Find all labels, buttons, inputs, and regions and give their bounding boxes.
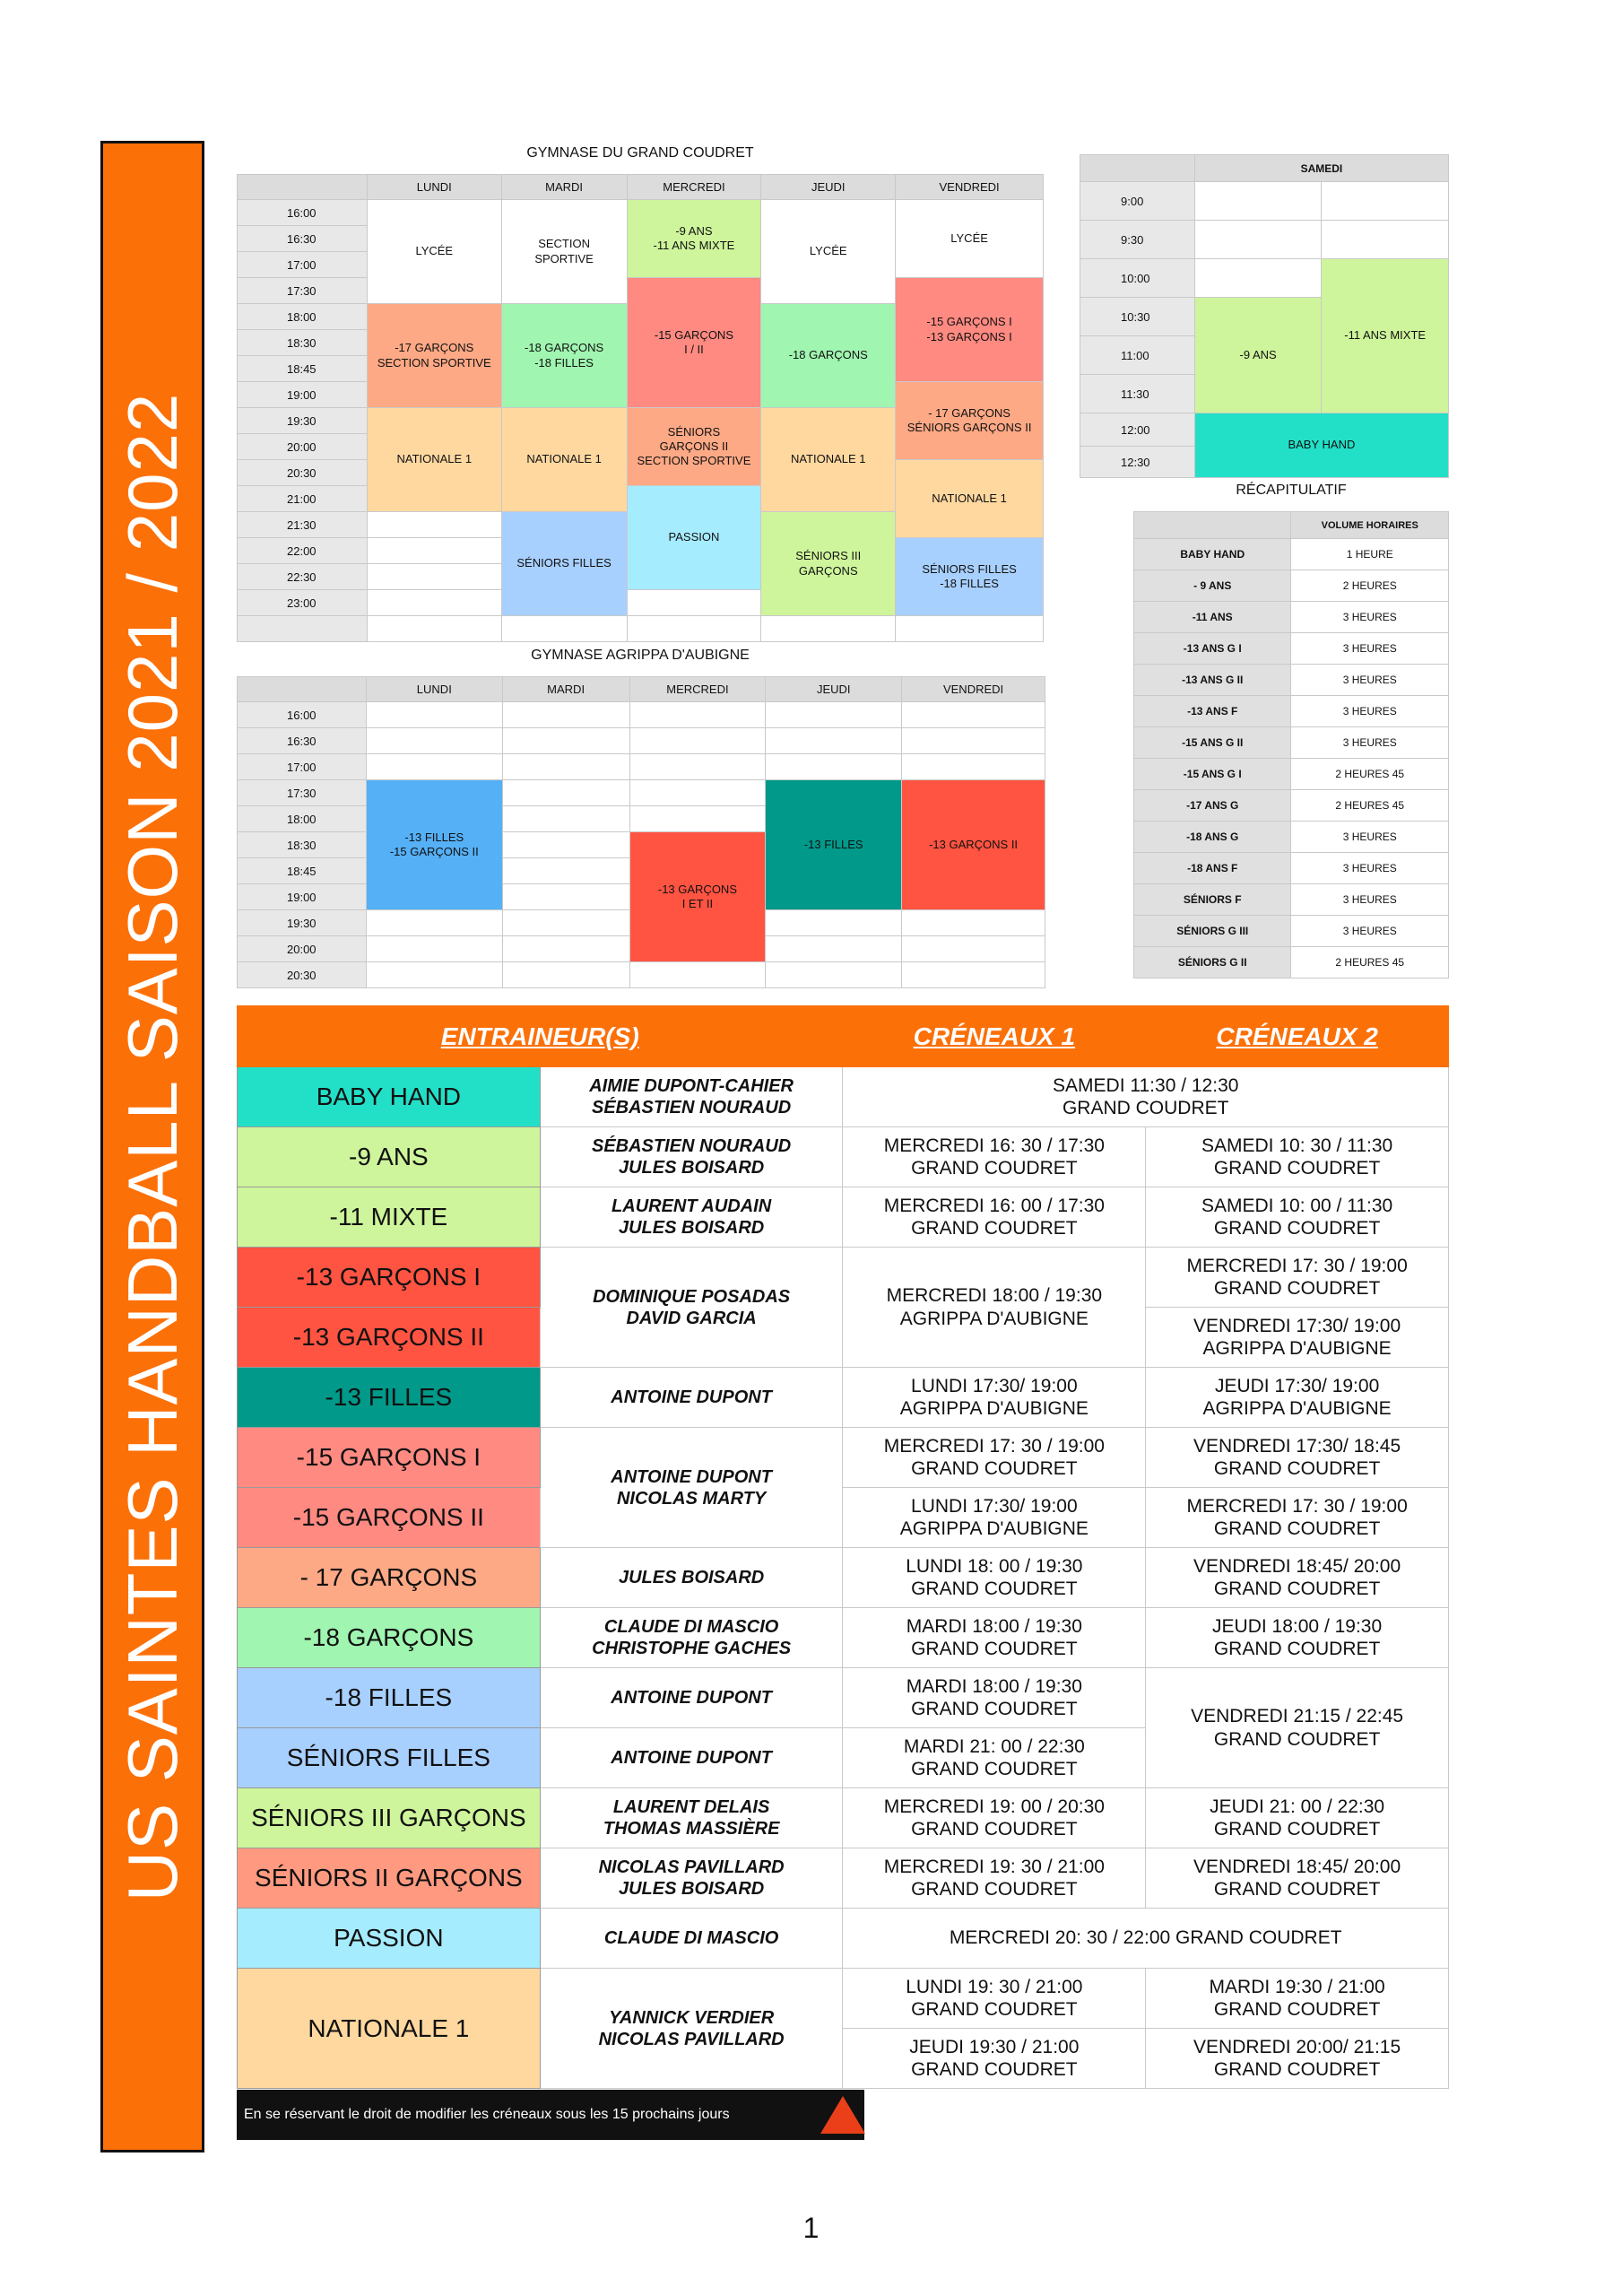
recap-row: [1134, 665, 1449, 696]
empty-slot: [902, 754, 1045, 780]
slot-cell: VENDREDI 21:15 / 22:45 GRAND COUDRET: [1146, 1668, 1449, 1788]
recap-category: -11 ANS: [1134, 602, 1291, 633]
slot-cell: LUNDI 17:30/ 19:00 AGRIPPA D'AUBIGNE: [843, 1488, 1146, 1548]
slot-ven-17: - 17 GARÇONS SÉNIORS GARÇONS II: [896, 382, 1044, 460]
category-cell: -13 GARÇONS II: [238, 1308, 541, 1368]
empty-slot: [629, 780, 766, 806]
recap-volume: 3 HEURES: [1291, 633, 1449, 665]
slot-cell: MERCREDI 17: 30 / 19:00 GRAND COUDRET: [1146, 1488, 1449, 1548]
category-cell: -11 MIXTE: [238, 1187, 541, 1248]
time-label: 19:30: [238, 910, 367, 936]
empty-slot: [761, 616, 896, 642]
slot-jeu-n1: NATIONALE 1: [761, 408, 896, 512]
empty-slot: [502, 858, 629, 884]
slot-cell: MERCREDI 16: 00 / 17:30 GRAND COUDRET: [843, 1187, 1146, 1248]
empty-slot: [502, 754, 629, 780]
gym2-schedule: [237, 676, 1045, 988]
empty-slot: [766, 936, 902, 962]
coach-cell: ANTOINE DUPONT: [540, 1728, 843, 1788]
recap-row: [1134, 884, 1449, 916]
day-header: MERCREDI: [629, 677, 766, 702]
empty-slot: [502, 884, 629, 910]
time-label: 21:30: [238, 512, 368, 538]
recap-volume: 3 HEURES: [1291, 822, 1449, 853]
empty-slot: [366, 962, 502, 988]
recap-volume: 3 HEURES: [1291, 665, 1449, 696]
empty-slot: [367, 616, 501, 642]
time-label: [238, 616, 368, 642]
slot-jeu-lycee: LYCÉE: [761, 200, 896, 304]
category-cell: SÉNIORS III GARÇONS: [238, 1788, 541, 1848]
empty-slot: [502, 806, 629, 832]
recap-row: [1134, 822, 1449, 853]
empty-slot: [502, 702, 629, 728]
samedi-header: SAMEDI: [1194, 155, 1448, 182]
time-label: 9:30: [1080, 221, 1195, 259]
coach-cell: LAURENT DELAIS THOMAS MASSIÈRE: [540, 1788, 843, 1848]
slot-jeu-18: -18 GARÇONS: [761, 304, 896, 408]
slot-mer-passion: PASSION: [627, 486, 761, 590]
time-label: 18:45: [238, 858, 367, 884]
recap-category: -13 ANS G I: [1134, 633, 1291, 665]
recap-row: [1134, 790, 1449, 822]
recap-row: [1134, 539, 1449, 570]
slot-mar-n1: NATIONALE 1: [501, 408, 627, 512]
slot-cell: MERCREDI 17: 30 / 19:00 GRAND COUDRET: [843, 1428, 1146, 1488]
recap-row: [1134, 759, 1449, 790]
category-cell: -13 GARÇONS I: [238, 1248, 541, 1308]
slot-samedi-9: -9 ANS: [1194, 298, 1322, 413]
empty-slot: [629, 806, 766, 832]
slot-cell: JEUDI 17:30/ 19:00 AGRIPPA D'AUBIGNE: [1146, 1368, 1449, 1428]
time-label: 9:00: [1080, 182, 1195, 221]
empty-slot: [902, 936, 1045, 962]
gym1-schedule: [237, 174, 1044, 642]
time-label: 17:30: [238, 278, 368, 304]
time-label: 16:00: [238, 702, 367, 728]
slot-ven-15: -15 GARÇONS I -13 GARÇONS I: [896, 278, 1044, 382]
empty-slot: [366, 702, 502, 728]
time-label: 17:00: [238, 754, 367, 780]
recap-category: -15 ANS G II: [1134, 727, 1291, 759]
disclaimer-text: En se réservant le droit de modifier les créneaux sous les 15 prochains jours: [244, 2107, 730, 2122]
slot-mer-15: -15 GARÇONS I / II: [627, 278, 761, 408]
recap-category: -17 ANS G: [1134, 790, 1291, 822]
recap-volume: 3 HEURES: [1291, 727, 1449, 759]
day-header: VENDREDI: [902, 677, 1045, 702]
category-cell: -15 GARÇONS II: [238, 1488, 541, 1548]
corner-cell: [238, 175, 368, 200]
slot-cell: MERCREDI 20: 30 / 22:00 GRAND COUDRET: [843, 1909, 1449, 1969]
empty-slot: [1194, 182, 1322, 221]
slot-lun-17: -17 GARÇONS SECTION SPORTIVE: [367, 304, 501, 408]
coach-cell: ANTOINE DUPONT: [540, 1668, 843, 1728]
time-label: 12:30: [1080, 447, 1195, 478]
empty-slot: [366, 936, 502, 962]
empty-slot: [629, 728, 766, 754]
empty-slot: [367, 590, 501, 616]
slot-cell: VENDREDI 18:45/ 20:00 GRAND COUDRET: [1146, 1848, 1449, 1909]
time-label: 18:45: [238, 356, 368, 382]
recap-volume: 2 HEURES 45: [1291, 947, 1449, 978]
time-label: 20:00: [238, 434, 368, 460]
recap-row: [1134, 696, 1449, 727]
disclaimer-note: [237, 2090, 864, 2140]
recap-volume: 2 HEURES 45: [1291, 759, 1449, 790]
recap-category: SÉNIORS G II: [1134, 947, 1291, 978]
empty-slot: [501, 616, 627, 642]
coach-cell: LAURENT AUDAIN JULES BOISARD: [540, 1187, 843, 1248]
empty-slot: [366, 754, 502, 780]
empty-slot: [367, 564, 501, 590]
slot-mer-seniors: SÉNIORS GARÇONS II SECTION SPORTIVE: [627, 408, 761, 486]
recap-category: -18 ANS G: [1134, 822, 1291, 853]
recap-category: SÉNIORS G III: [1134, 916, 1291, 947]
coach-cell: SÉBASTIEN NOURAUD JULES BOISARD: [540, 1127, 843, 1187]
recap-category: -13 ANS F: [1134, 696, 1291, 727]
category-cell: -18 GARÇONS: [238, 1608, 541, 1668]
empty-slot: [502, 780, 629, 806]
empty-slot: [502, 832, 629, 858]
time-label: 11:30: [1080, 375, 1195, 413]
day-header: VENDREDI: [896, 175, 1044, 200]
slot-cell: MERCREDI 19: 30 / 21:00 GRAND COUDRET: [843, 1848, 1146, 1909]
time-label: 16:30: [238, 226, 368, 252]
time-label: 18:00: [238, 304, 368, 330]
empty-slot: [502, 910, 629, 936]
slot-samedi-baby: BABY HAND: [1194, 413, 1448, 478]
side-title-banner: [100, 141, 204, 2152]
time-label: 12:00: [1080, 413, 1195, 447]
recap-row: [1134, 853, 1449, 884]
recap-row: [1134, 633, 1449, 665]
coach-cell: CLAUDE DI MASCIO: [540, 1909, 843, 1969]
time-label: 18:00: [238, 806, 367, 832]
empty-slot: [766, 754, 902, 780]
day-header: MERCREDI: [627, 175, 761, 200]
time-label: 10:30: [1080, 298, 1195, 336]
slot-cell: SAMEDI 11:30 / 12:30 GRAND COUDRET: [843, 1067, 1449, 1127]
time-label: 22:00: [238, 538, 368, 564]
time-label: 17:00: [238, 252, 368, 278]
slot-cell: MERCREDI 19: 00 / 20:30 GRAND COUDRET: [843, 1788, 1146, 1848]
recap-category: -18 ANS F: [1134, 853, 1291, 884]
day-header: LUNDI: [367, 175, 501, 200]
empty-slot: [502, 936, 629, 962]
empty-slot: [766, 910, 902, 936]
category-cell: NATIONALE 1: [238, 1969, 541, 2089]
empty-slot: [902, 962, 1045, 988]
category-cell: -15 GARÇONS I: [238, 1428, 541, 1488]
time-label: 16:30: [238, 728, 367, 754]
recap-volume: 3 HEURES: [1291, 884, 1449, 916]
slot-jeu-seniors3: SÉNIORS III GARÇONS: [761, 512, 896, 616]
trainers-table: [237, 1005, 1449, 2089]
corner-cell: [1080, 155, 1195, 182]
slot-cell: JEUDI 19:30 / 21:00 GRAND COUDRET: [843, 2029, 1146, 2089]
empty-slot: [502, 962, 629, 988]
category-cell: -13 FILLES: [238, 1368, 541, 1428]
day-header: MARDI: [502, 677, 629, 702]
slot-cell: MARDI 18:00 / 19:30 GRAND COUDRET: [843, 1608, 1146, 1668]
time-label: 19:30: [238, 408, 368, 434]
category-cell: BABY HAND: [238, 1067, 541, 1127]
corner-cell: [1134, 512, 1291, 539]
recap-volume: 3 HEURES: [1291, 916, 1449, 947]
recap-table: [1133, 511, 1449, 978]
slot-cell: LUNDI 18: 00 / 19:30 GRAND COUDRET: [843, 1548, 1146, 1608]
slot-cell: VENDREDI 20:00/ 21:15 GRAND COUDRET: [1146, 2029, 1449, 2089]
empty-slot: [766, 962, 902, 988]
time-label: 20:00: [238, 936, 367, 962]
coach-cell: CLAUDE DI MASCIO CHRISTOPHE GACHES: [540, 1608, 843, 1668]
slot-cell: MERCREDI 17: 30 / 19:00 GRAND COUDRET: [1146, 1248, 1449, 1308]
day-header: MARDI: [501, 175, 627, 200]
time-label: 20:30: [238, 460, 368, 486]
empty-slot: [366, 728, 502, 754]
category-cell: SÉNIORS II GARÇONS: [238, 1848, 541, 1909]
time-label: 18:30: [238, 330, 368, 356]
empty-slot: [902, 910, 1045, 936]
recap-volume: 2 HEURES 45: [1291, 790, 1449, 822]
recap-row: [1134, 947, 1449, 978]
empty-slot: [1194, 221, 1322, 259]
day-header: JEUDI: [761, 175, 896, 200]
slot-ven-n1: NATIONALE 1: [896, 460, 1044, 538]
slot-cell: MERCREDI 16: 30 / 17:30 GRAND COUDRET: [843, 1127, 1146, 1187]
empty-slot: [1322, 182, 1449, 221]
recap-category: BABY HAND: [1134, 539, 1291, 570]
category-cell: SÉNIORS FILLES: [238, 1728, 541, 1788]
slot-lun-lycee: LYCÉE: [367, 200, 501, 304]
slot-mar-18: -18 GARÇONS -18 FILLES: [501, 304, 627, 408]
slot-cell: LUNDI 19: 30 / 21:00 GRAND COUDRET: [843, 1969, 1146, 2029]
slot-gym2-jeu: -13 FILLES: [766, 780, 902, 910]
slot-cell: LUNDI 17:30/ 19:00 AGRIPPA D'AUBIGNE: [843, 1368, 1146, 1428]
time-label: 19:00: [238, 884, 367, 910]
slot-lun-n1: NATIONALE 1: [367, 408, 501, 512]
warning-icon: [820, 2096, 865, 2134]
time-label: 23:00: [238, 590, 368, 616]
time-label: 11:00: [1080, 336, 1195, 375]
empty-slot: [366, 910, 502, 936]
coach-cell: JULES BOISARD: [540, 1548, 843, 1608]
coach-cell: NICOLAS PAVILLARD JULES BOISARD: [540, 1848, 843, 1909]
slot-gym2-ven: -13 GARÇONS II: [902, 780, 1045, 910]
recap-category: - 9 ANS: [1134, 570, 1291, 602]
header-slot1: CRÉNEAUX 1: [843, 1006, 1146, 1067]
empty-slot: [766, 728, 902, 754]
empty-slot: [766, 702, 902, 728]
empty-slot: [627, 616, 761, 642]
recap-volume: 2 HEURES: [1291, 570, 1449, 602]
slot-gym2-mer: -13 GARÇONS I ET II: [629, 832, 766, 962]
slot-mar-seniorsf: SÉNIORS FILLES: [501, 512, 627, 616]
recap-volume: 1 HEURE: [1291, 539, 1449, 570]
empty-slot: [502, 728, 629, 754]
recap-volume: 3 HEURES: [1291, 696, 1449, 727]
time-label: 18:30: [238, 832, 367, 858]
recap-volume: 3 HEURES: [1291, 602, 1449, 633]
empty-slot: [629, 754, 766, 780]
empty-slot: [629, 962, 766, 988]
day-header: JEUDI: [766, 677, 902, 702]
category-cell: PASSION: [238, 1909, 541, 1969]
empty-slot: [1322, 221, 1449, 259]
recap-row: [1134, 570, 1449, 602]
recap-row: [1134, 727, 1449, 759]
coach-cell: YANNICK VERDIER NICOLAS PAVILLARD: [540, 1969, 843, 2089]
header-trainers: ENTRAINEUR(S): [238, 1006, 843, 1067]
coach-cell: AIMIE DUPONT-CAHIER SÉBASTIEN NOURAUD: [540, 1067, 843, 1127]
side-title: US SAINTES HANDBALL SAISON 2021 / 2022: [113, 392, 192, 1901]
slot-ven-seniorsf: SÉNIORS FILLES -18 FILLES: [896, 538, 1044, 616]
slot-cell: MARDI 18:00 / 19:30 GRAND COUDRET: [843, 1668, 1146, 1728]
slot-mar-section: SECTION SPORTIVE: [501, 200, 627, 304]
time-label: 17:30: [238, 780, 367, 806]
slot-cell: SAMEDI 10: 00 / 11:30 GRAND COUDRET: [1146, 1187, 1449, 1248]
recap-category: -15 ANS G I: [1134, 759, 1291, 790]
day-header: LUNDI: [366, 677, 502, 702]
empty-slot: [902, 702, 1045, 728]
empty-slot: [367, 512, 501, 538]
slot-mer-9: -9 ANS -11 ANS MIXTE: [627, 200, 761, 278]
time-label: 22:30: [238, 564, 368, 590]
empty-slot: [627, 590, 761, 616]
empty-slot: [629, 702, 766, 728]
slot-cell: JEUDI 18:00 / 19:30 GRAND COUDRET: [1146, 1608, 1449, 1668]
time-label: 19:00: [238, 382, 368, 408]
recap-header: VOLUME HORAIRES: [1291, 512, 1449, 539]
slot-cell: MERCREDI 18:00 / 19:30 AGRIPPA D'AUBIGNE: [843, 1248, 1146, 1368]
time-label: 16:00: [238, 200, 368, 226]
time-label: 20:30: [238, 962, 367, 988]
gym2-title: GYMNASE AGRIPPA D'AUBIGNE: [531, 648, 750, 663]
category-cell: - 17 GARÇONS: [238, 1548, 541, 1608]
corner-cell: [238, 677, 367, 702]
empty-slot: [1194, 259, 1322, 298]
slot-samedi-11: -11 ANS MIXTE: [1322, 259, 1449, 413]
page-number: 1: [802, 2212, 820, 2244]
time-label: 10:00: [1080, 259, 1195, 298]
empty-slot: [367, 538, 501, 564]
slot-cell: MARDI 19:30 / 21:00 GRAND COUDRET: [1146, 1969, 1449, 2029]
recap-category: SÉNIORS F: [1134, 884, 1291, 916]
slot-cell: JEUDI 21: 00 / 22:30 GRAND COUDRET: [1146, 1788, 1449, 1848]
slot-ven-lycee: LYCÉE: [896, 200, 1044, 278]
empty-slot: [896, 616, 1044, 642]
recap-category: -13 ANS G II: [1134, 665, 1291, 696]
slot-cell: MARDI 21: 00 / 22:30 GRAND COUDRET: [843, 1728, 1146, 1788]
slot-cell: VENDREDI 17:30/ 18:45 GRAND COUDRET: [1146, 1428, 1449, 1488]
category-cell: -18 FILLES: [238, 1668, 541, 1728]
slot-gym2-lun: -13 FILLES -15 GARÇONS II: [366, 780, 502, 910]
recap-row: [1134, 602, 1449, 633]
empty-slot: [902, 728, 1045, 754]
slot-cell: VENDREDI 17:30/ 19:00 AGRIPPA D'AUBIGNE: [1146, 1308, 1449, 1368]
coach-cell: ANTOINE DUPONT: [540, 1368, 843, 1428]
category-cell: -9 ANS: [238, 1127, 541, 1187]
recap-title: RÉCAPITULATIF: [1236, 483, 1347, 498]
slot-cell: SAMEDI 10: 30 / 11:30 GRAND COUDRET: [1146, 1127, 1449, 1187]
slot-cell: VENDREDI 18:45/ 20:00 GRAND COUDRET: [1146, 1548, 1449, 1608]
time-label: 21:00: [238, 486, 368, 512]
recap-row: [1134, 916, 1449, 947]
samedi-schedule: [1080, 154, 1449, 478]
header-slot2: CRÉNEAUX 2: [1146, 1006, 1449, 1067]
gym1-title: GYMNASE DU GRAND COUDRET: [526, 145, 754, 161]
coach-cell: DOMINIQUE POSADAS DAVID GARCIA: [540, 1248, 843, 1368]
recap-volume: 3 HEURES: [1291, 853, 1449, 884]
coach-cell: ANTOINE DUPONT NICOLAS MARTY: [540, 1428, 843, 1548]
